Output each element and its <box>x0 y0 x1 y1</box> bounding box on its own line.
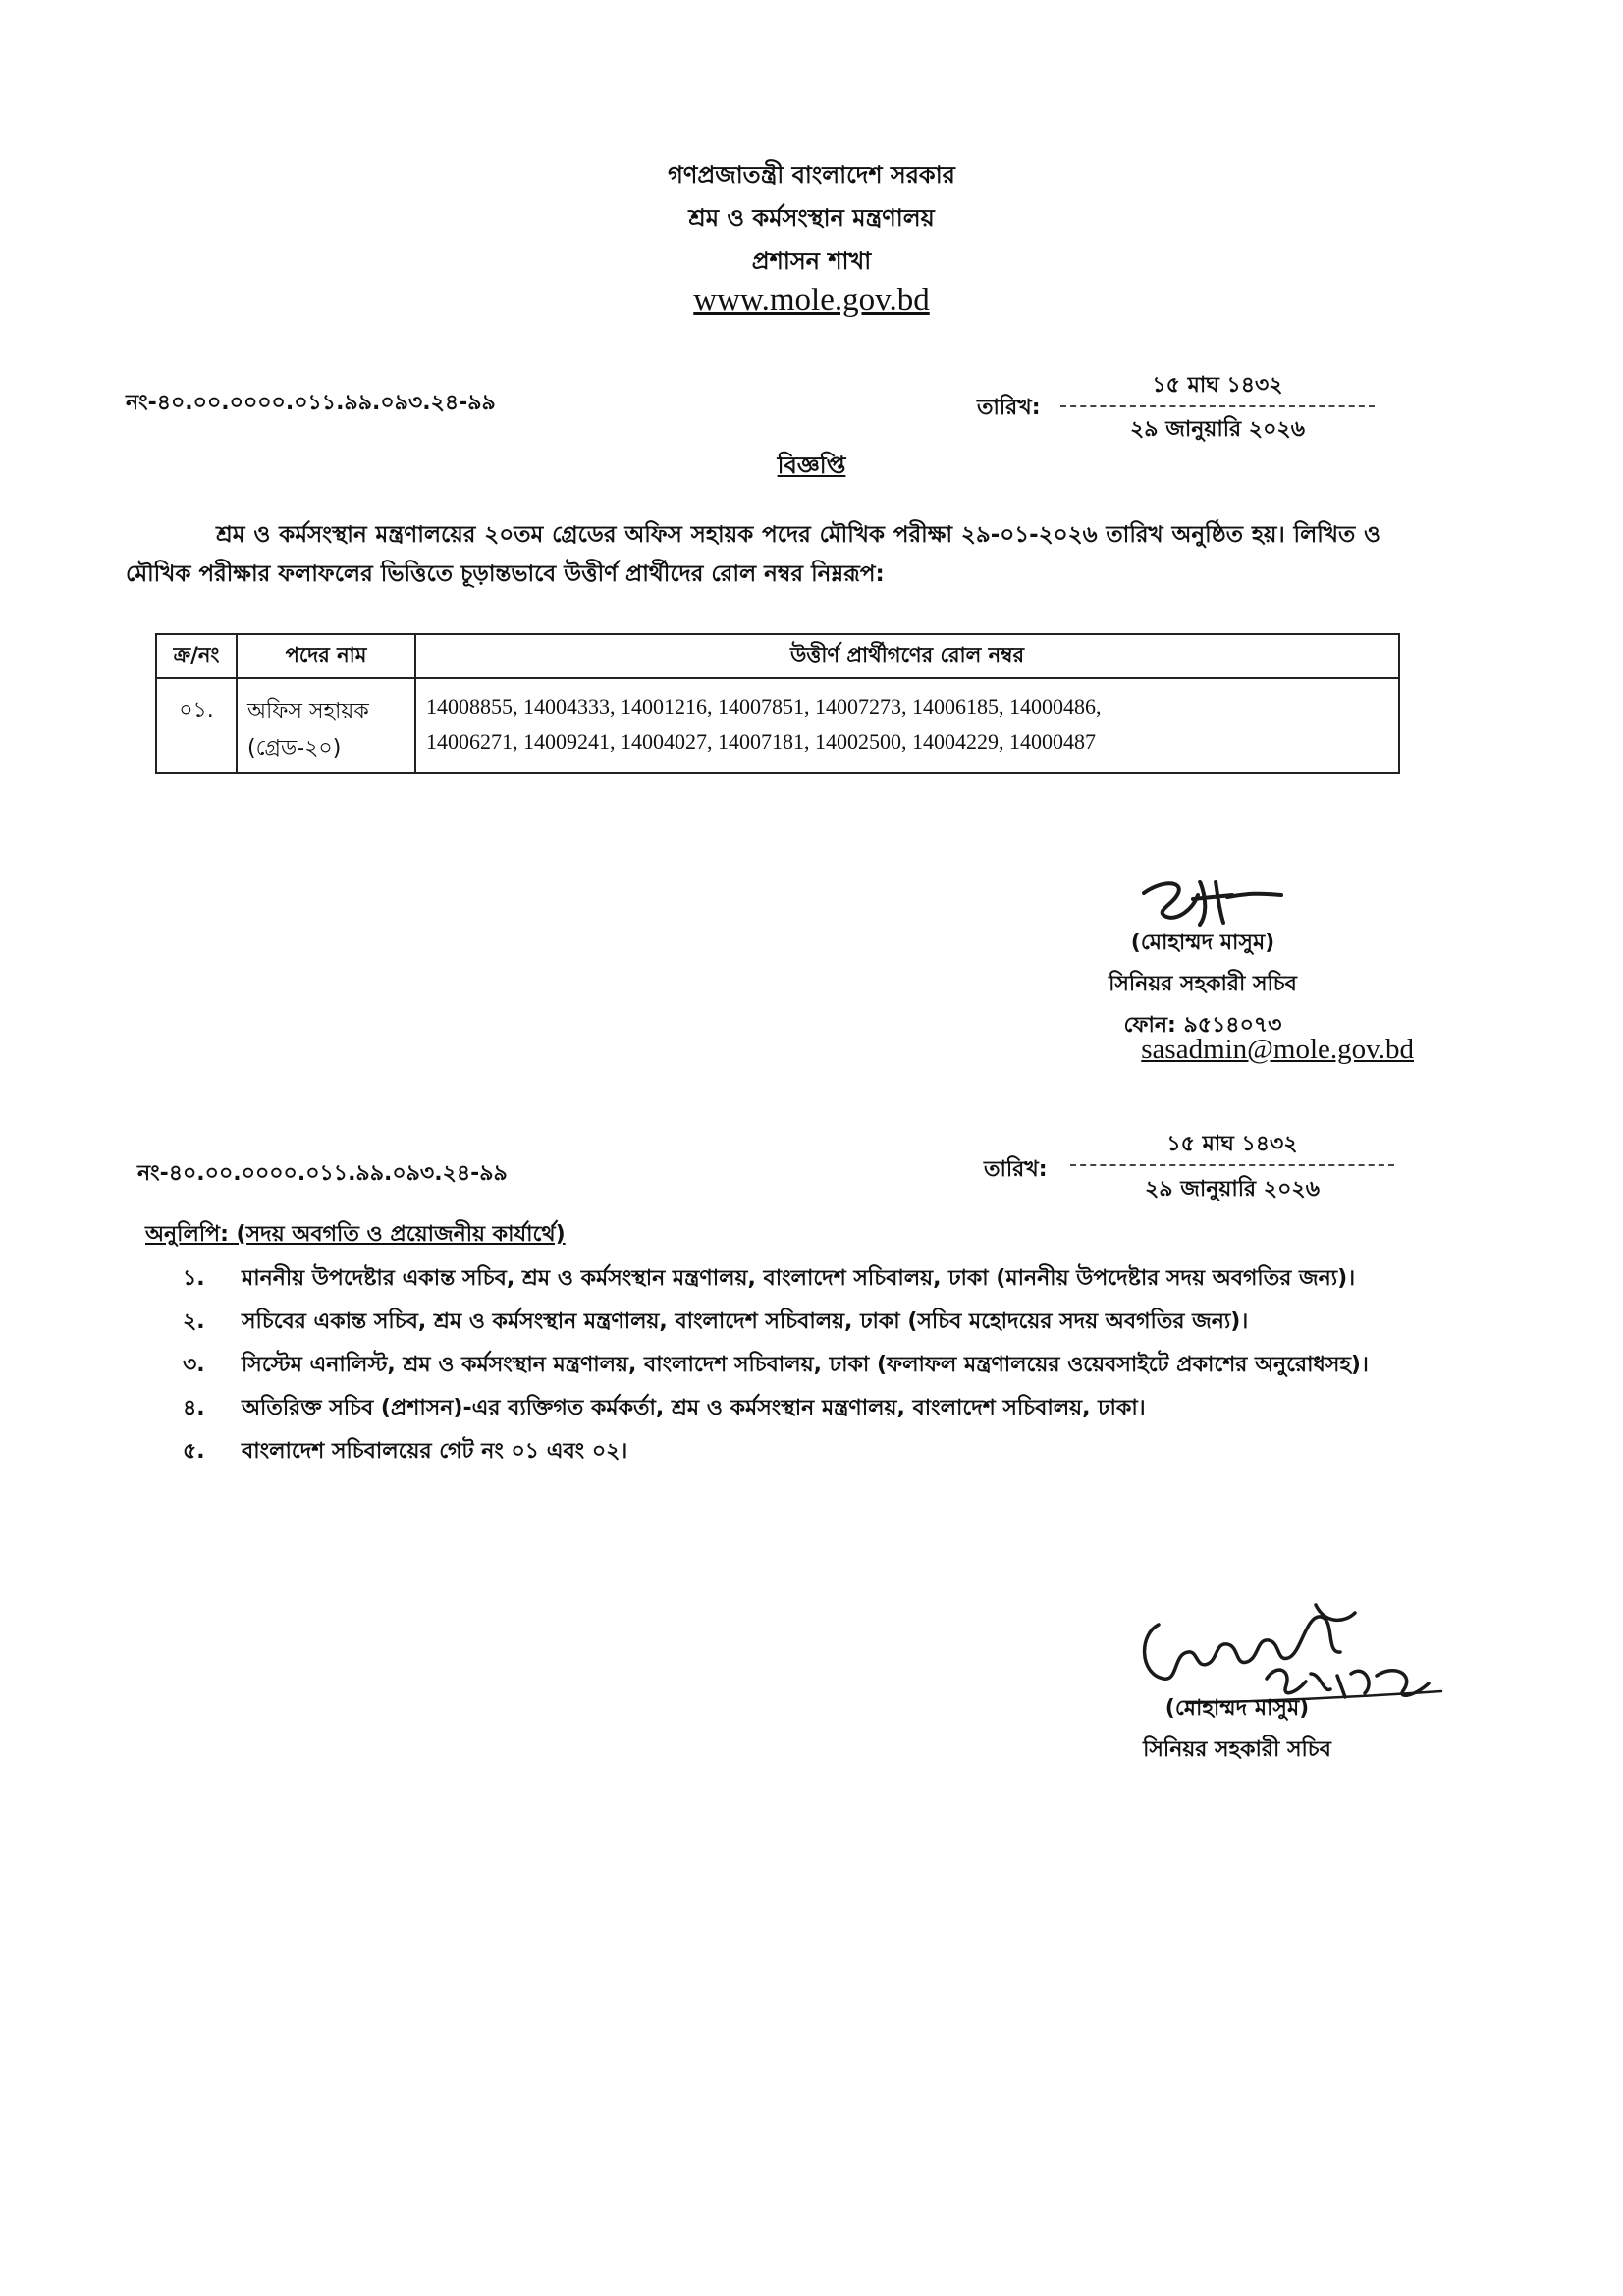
list-item-emphasis: (মাননীয় উপদেষ্টার সদয় অবগতির জন্য)। <box>996 1266 1356 1291</box>
date-english: ২৯ জানুয়ারি ২০২৬ <box>1129 417 1306 442</box>
website-row <box>0 283 1623 319</box>
copy-heading: অনুলিপি: (সদয় অবগতি ও প্রয়োজনীয় কার্যার্থে) <box>145 1222 566 1247</box>
list-item-plain: সচিবের একান্ত সচিব, শ্রম ও কর্মসংস্থান মন্ত্রণালয়, বাংলাদেশ সচিবালয়, ঢাকা <box>242 1309 908 1334</box>
row-rolls <box>415 678 1399 773</box>
date-label: তারিখ: <box>977 396 1041 420</box>
list-item-number: ১. <box>183 1266 205 1291</box>
rolls-line-2: 14006271, 14009241, 14004027, 14007181, 14002500, 14004229, 14000487 <box>426 729 1096 754</box>
list-item-emphasis: (ফলাফল মন্ত্রণালয়ের ওয়েবসাইটে প্রকাশের অনুরোধসহ)। <box>876 1353 1369 1377</box>
memo-number: নং-৪০.০০.০০০০.০১১.৯৯.০৯৩.২৪-৯৯ <box>126 391 496 415</box>
website-link[interactable]: www.mole.gov.bd <box>693 283 930 318</box>
ministry-name: শ্রম ও কর্মসংস্থান মন্ত্রণালয় <box>688 204 935 232</box>
col-rolls-header: উত্তীর্ণ প্রার্থীগণের রোল নম্বর <box>415 634 1399 678</box>
list-item-text <box>242 1389 1400 1428</box>
date-english-2: ২৯ জানুয়ারি ২০২৬ <box>1144 1177 1321 1201</box>
row-serial: ০১. <box>156 678 237 773</box>
list-item-number: ৩. <box>183 1353 205 1377</box>
memo-number-2: নং-৪০.০০.০০০০.০১১.৯৯.০৯৩.২৪-৯৯ <box>137 1161 508 1186</box>
list-item <box>183 1259 1400 1299</box>
signatory-1-name: (মোহাম্মদ মাসুম) <box>1130 931 1275 955</box>
col-serial-header: ক্র/নং <box>156 634 237 678</box>
signatory-2-designation: সিনিয়র সহকারী সচিব <box>1143 1737 1331 1762</box>
table-header-row <box>156 634 1399 678</box>
result-table <box>155 633 1400 774</box>
list-item <box>183 1346 1400 1385</box>
post-grade: (গ্রেড-২০) <box>247 736 342 761</box>
col-post-header: পদের নাম <box>237 634 415 678</box>
signatory-1-phone: ফোন: ৯৫১৪০৭৩ <box>1123 1013 1282 1038</box>
list-item <box>183 1303 1400 1342</box>
notice-body: শ্রম ও কর্মসংস্থান মন্ত্রণালয়ের ২০তম গ্রেডের অফিস সহায়ক পদের মৌখিক পরীক্ষা ২৯-০১-২০২৬ তারিখ অনুষ্ঠিত হয়। লিখিত ও মৌখিক পরীক্ষার ফলাফলের ভিত্তিতে চূড়ান্তভাবে উত্তীর্ণ প্রার্থীদের রোল নম্বর নিম্নরূপ: <box>126 522 1380 587</box>
signatory-2-name: (মোহাম্মদ মাসুম) <box>1164 1696 1310 1721</box>
section-name: প্রশাসন শাখা <box>751 247 872 275</box>
list-item <box>183 1432 1400 1471</box>
govt-name: গণপ্রজাতন্ত্রী বাংলাদেশ সরকার <box>668 161 955 188</box>
list-item-text <box>242 1346 1400 1385</box>
email-row <box>982 1034 1414 1066</box>
post-title: অফিস সহায়ক <box>247 699 369 723</box>
rolls-line-1: 14008855, 14004333, 14001216, 14007851, 14007273, 14006185, 14000486, <box>426 694 1102 719</box>
list-item-number: ৫. <box>183 1439 205 1464</box>
date-bangla: ১৫ মাঘ ১৪৩২ <box>1152 373 1283 398</box>
list-item-plain: মাননীয় উপদেষ্টার একান্ত সচিব, শ্রম ও কর্মসংস্থান মন্ত্রণালয়, বাংলাদেশ সচিবালয়, ঢাকা <box>242 1266 997 1291</box>
list-item-text <box>242 1259 1400 1299</box>
list-item-emphasis: (সচিব মহোদয়ের সদয় অবগতির জন্য)। <box>907 1309 1249 1334</box>
list-item-plain: সিস্টেম এনালিস্ট, শ্রম ও কর্মসংস্থান মন্ত্রণালয়, বাংলাদেশ সচিবালয়, ঢাকা <box>242 1353 877 1377</box>
list-item-number: ২. <box>183 1309 205 1334</box>
list-item <box>183 1389 1400 1428</box>
notice-title-row <box>0 448 1623 487</box>
signatory-1-email[interactable]: sasadmin@mole.gov.bd <box>1141 1034 1414 1065</box>
list-item-text <box>242 1432 1400 1471</box>
list-item-plain: অতিরিক্ত সচিব (প্রশাসন)-এর ব্যক্তিগত কর্মকর্তা, শ্রম ও কর্মসংস্থান মন্ত্রণালয়, বাংলাদেশ সচিবালয়, ঢাকা। <box>242 1396 1146 1420</box>
date-divider <box>1060 405 1375 407</box>
date-label-2: তারিখ: <box>984 1157 1048 1182</box>
row-post <box>237 678 415 773</box>
list-item-number: ৪. <box>183 1396 205 1420</box>
signatory-1-block <box>1021 923 1384 1046</box>
signatory-2-block <box>1080 1688 1394 1771</box>
table-row <box>156 678 1399 773</box>
signatory-1-designation: সিনিয়র সহকারী সচিব <box>1109 972 1297 996</box>
copy-list <box>183 1259 1400 1475</box>
list-item-plain: বাংলাদেশ সচিবালয়ের গেট নং ০১ এবং ০২। <box>242 1439 628 1464</box>
signature-1 <box>1139 872 1286 931</box>
date-divider-2 <box>1070 1164 1394 1166</box>
date-bangla-2: ১৫ মাঘ ১৪৩২ <box>1166 1132 1298 1156</box>
notice-title: বিজ্ঞপ্তি <box>777 452 846 479</box>
list-item-text <box>242 1303 1400 1342</box>
